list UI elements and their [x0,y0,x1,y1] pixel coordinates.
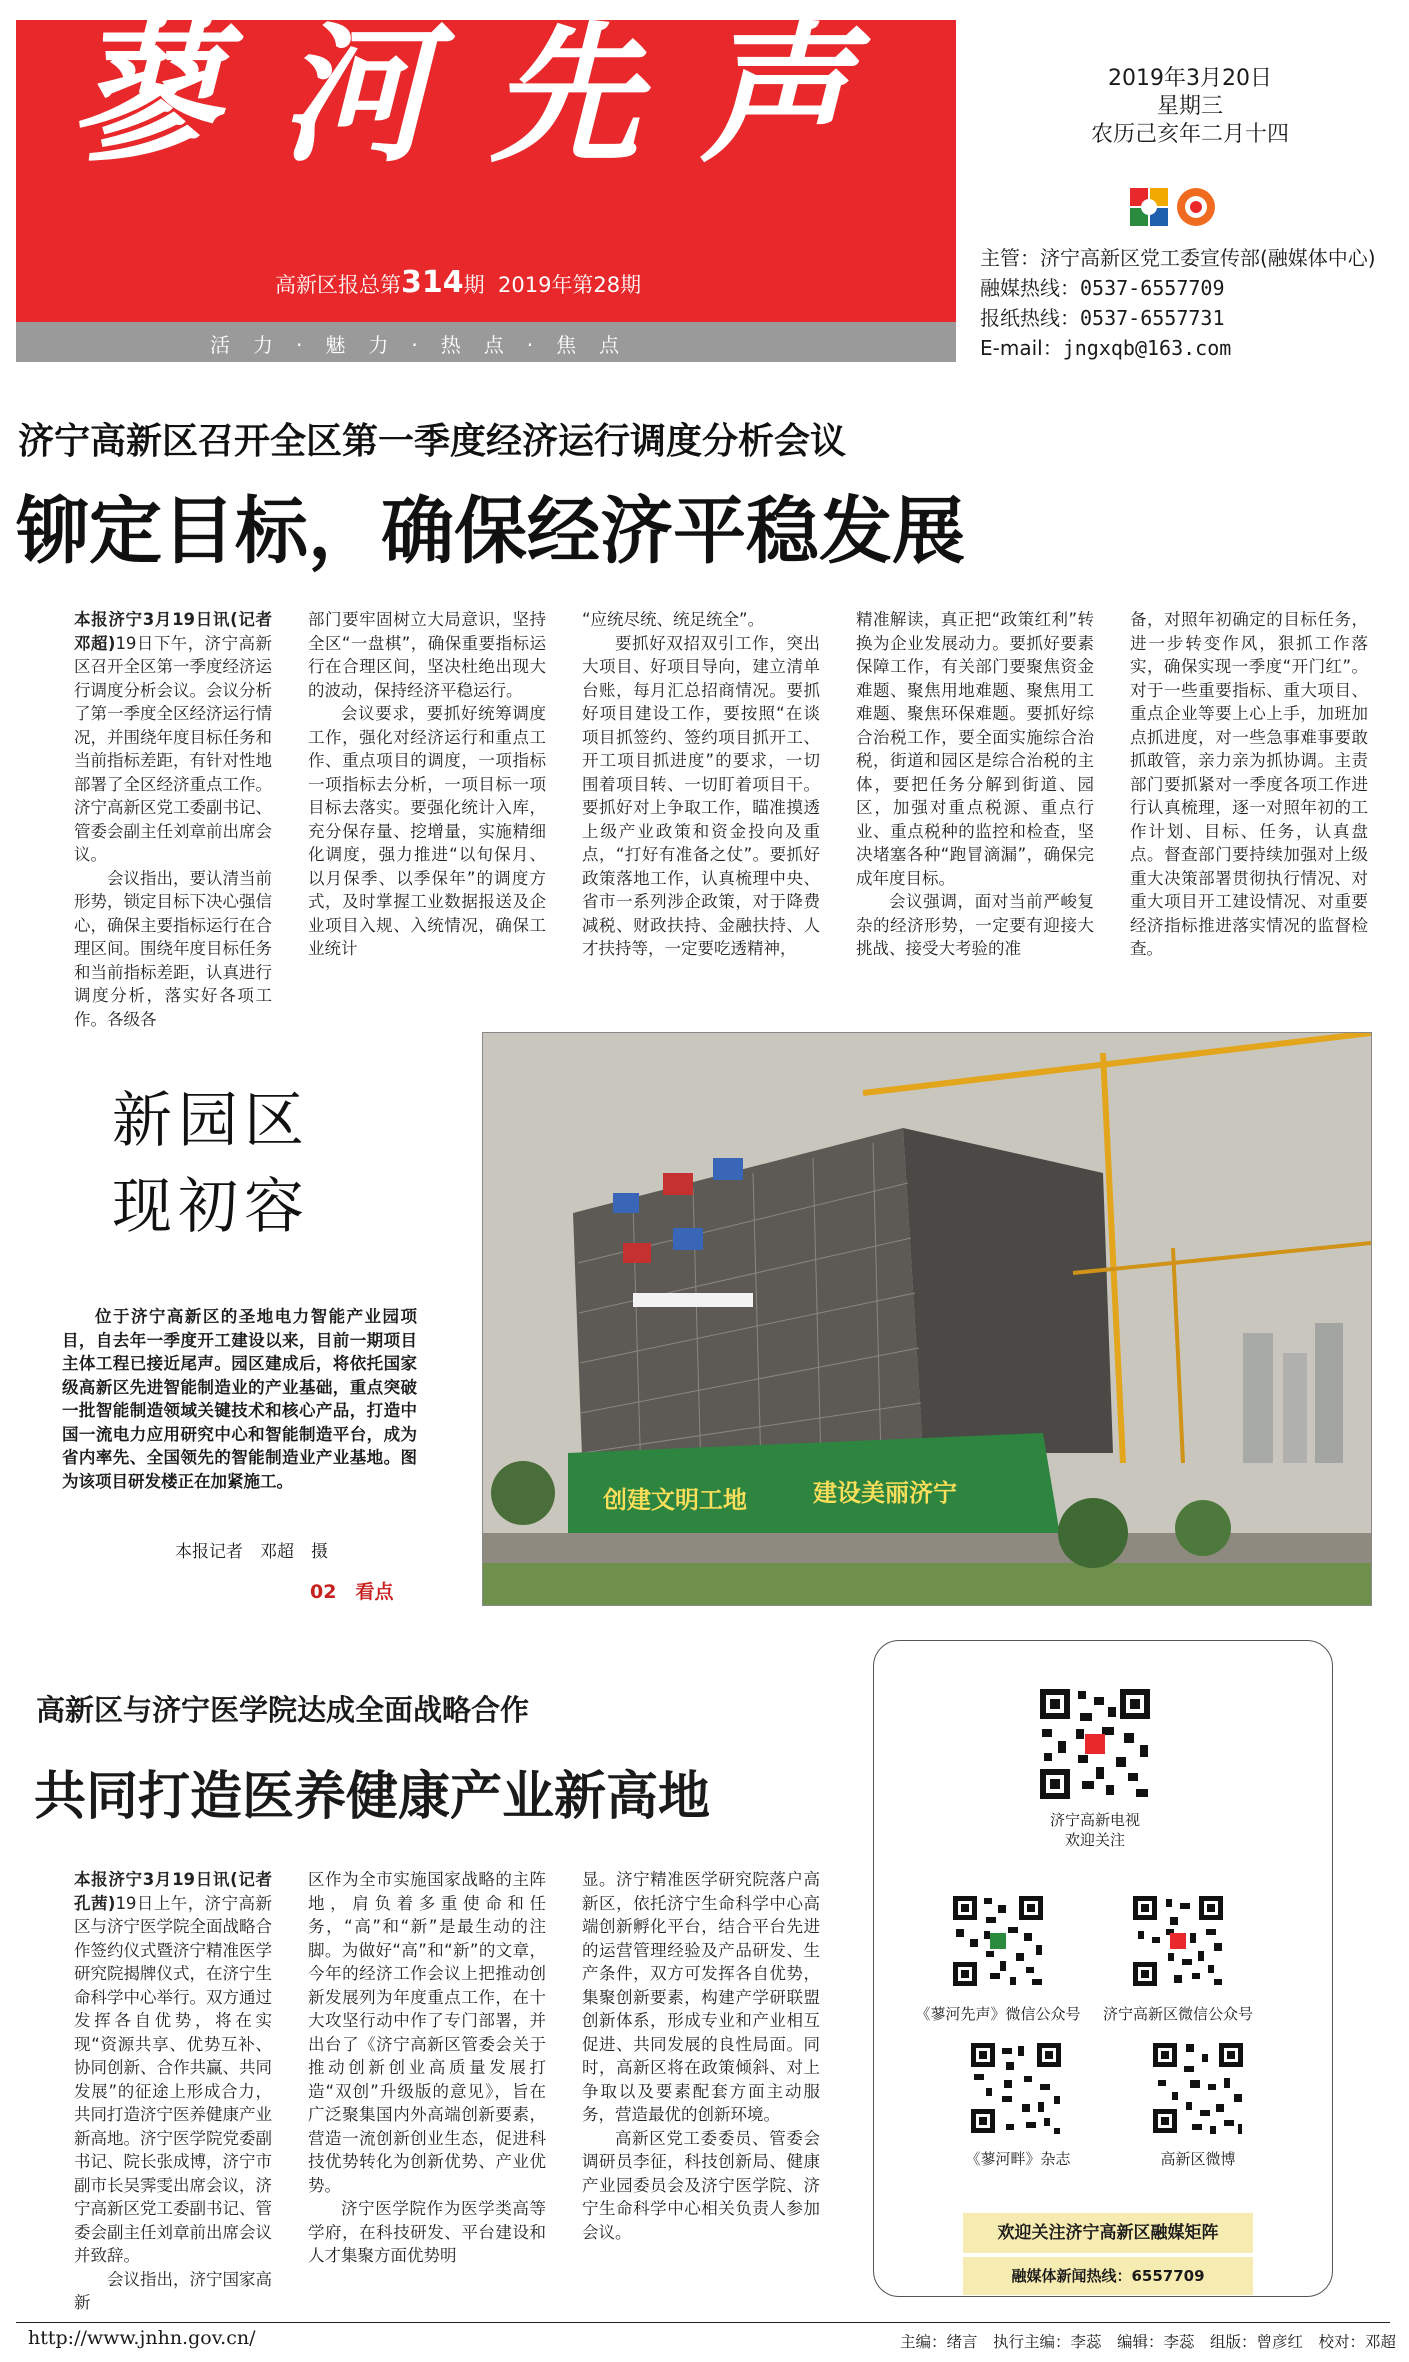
news-hotline-label: 报纸热线： [980,306,1080,330]
qr-wechat-liaohe-label: 《蓼河先声》微信公众号 [915,2005,1081,2023]
article1-title: 铆定目标，确保经济平稳发展 [16,489,965,574]
date-line: 2019年3月20日 [1108,66,1272,91]
photo-caption [62,1305,417,1493]
qr-code-weibo-icon[interactable] [1150,2040,1246,2136]
photo-caption-text: 位于济宁高新区的圣地电力智能产业园项目，自去年一季度开工建设以来，目前一期项目主体工程已接近尾声。园区建成后，将依托国家级高新区先进智能制造业的产业基础，重点突破一批智能制造领域关键技术和核心产品，打造中国一流电力应用研究中心和智能制造平台，成为省内率先、全国领先的智能制造业产业基地。图为该项目研发楼正在加紧施工。 [62,1307,417,1491]
qr-code-magazine-icon[interactable] [968,2040,1064,2136]
website-link[interactable]: http://www.jnhn.gov.cn/ [28,2327,256,2349]
qr-code-tv-icon[interactable] [1036,1685,1154,1803]
qr-tv-label-line: 济宁高新电视 [1049,1811,1140,1829]
article1-subtitle: 济宁高新区召开全区第一季度经济运行调度分析会议 [18,421,847,462]
qr-tv-label [1003,1810,1187,1850]
media-hotline-label: 融媒热线： [980,276,1080,300]
article1-paragraph: 备，对照年初确定的目标任务，进一步转变作风，狠抓工作落实，确保实现一季度“开门红”。对于一些重要指标、重大项目、重点企业等要上心上手，加班加点抓进度，对一些急事难事要敢抓敢管，亲力亲为抓协调。主责部门要抓紧对一季度各项工作进行认真梳理，逐一对照年初的工作计划、目标、任务，认真盘点。督查部门要持续加强对上级重大决策部署贯彻执行情况、对重大项目开工建设情况、对重要经济指标推进落实情况的监督检查。 [1130,610,1368,958]
email-label: E-mail： [980,336,1063,360]
article1-column-2 [308,608,546,961]
qr-weibo-label: 高新区微博 [1160,2150,1236,2168]
article1-paragraph: 会议要求，要抓好统筹调度工作，强化对经济运行和重点工作、重点项目的调度，一项指标一项指标去分析，一项目标一项目标去落实。要强化统计入库，充分保存量、挖增量，实施精细化调度，强力推进“以旬保月、以月保季、以季保年”的调度方式，及时掌握工业数据报送及企业项目入规、入统情况，确保工业统计 [308,704,546,958]
fence-banner-left: 创建文明工地 [603,1486,747,1514]
issue-year: 2019年第28期 [497,273,642,297]
photo-title-line: 现初容 [112,1172,310,1242]
article2-column-3 [582,1868,820,2244]
news-hotline: 0537-6557731 [1080,306,1225,330]
article1-column-4 [856,608,1094,961]
qr-wechat-district-label: 济宁高新区微信公众号 [1102,2005,1253,2023]
article2-paragraph: 高新区党工委委员、管委会调研员李征，科技创新局、健康产业园委员会及济宁医学院、济宁生命科学中心相关负责人参加会议。 [582,2128,820,2242]
photo-title-line: 新园区 [112,1086,310,1156]
article1-column-3 [582,608,820,961]
article1-paragraph: 要抓好双招双引工作，突出大项目、好项目导向，建立清单台账，每月汇总招商情况。要抓好项目建设工作，要按照“在谈项目抓签约、签约项目抓开工、开工项目抓进度”的要求，一切围着项目转、一切盯着项目干。要抓好对上争取工作，瞄准摸透上级产业政策和资金投向及重点，“打好有准备之仗”。要抓好政策落地工作，认真梳理中央、省市一系列涉企政策，对于降费减税、财政扶持、金融扶持、人才扶持等，一定要吃透精神， [582,633,820,958]
host-line: 主管：济宁高新区党工委宣传部(融媒体中心) [980,246,1376,270]
date-block [1040,65,1340,149]
article2-column-2 [308,1868,546,2268]
article1-paragraph [74,608,272,867]
flame-logo-icon [1177,188,1215,226]
see-page-link[interactable]: 02 看点 [310,1581,394,1603]
issue-line [275,265,641,300]
article1-byline: 本报济宁3月19日讯(记者 邓超) [74,610,272,653]
qr-code-wechat-liaohe-icon[interactable] [950,1893,1046,1989]
article2-paragraph: 区作为全市实施国家战略的主阵地，肩负着多重使命和任务，“高”和“新”是最生动的注脚。为做好“高”和“新”的文章，今年的经济工作会议上把推动创新发展列为年度重点工作，在十大攻坚行动中作了专门部署，并出台了《济宁高新区管委会关于推动创新创业高质量发展打造“双创”升级版的意见》，旨在广泛聚集国内外高端创新要素，营造一流创新创业生态，促进科技优势转化为创新优势、产业优势。 [308,1870,546,2195]
article2-paragraph: 会议指出，济宁国家高新 [74,2269,272,2312]
article2-paragraph: 显。济宁精准医学研究院落户高新区，依托济宁生命科学中心高端创新孵化平台，结合平台先进的运营管理经验及产品研发、生产条件，双方可发挥各自优势，集聚创新要素，构建产学研联盟创新体系，形成专业和产业相互促进、共同发展的良性局面。同时，高新区将在政策倾斜、对上争取以及要素配套方面主动服务，营造最优的创新环境。 [582,1870,820,2124]
media-matrix-banner: 欢迎关注济宁高新区融媒矩阵 [963,2213,1253,2253]
news-hotline-row [980,303,1376,333]
issue-total: 314 [401,265,464,300]
article2-subtitle: 高新区与济宁医学院达成全面战略合作 [36,1693,530,1727]
lunar-date-line: 农历己亥年二月十四 [1090,122,1289,147]
info-block [980,243,1376,363]
issue-suffix: 期 [463,273,485,297]
media-hotline-row [980,273,1376,303]
article1-column-5 [1130,608,1368,961]
article2-paragraph: 济宁医学院作为医学类高等学府，在科技研发、平台建设和人才集聚方面优势明 [308,2199,546,2265]
media-logo-icon [1130,188,1168,226]
article2-title: 共同打造医养健康产业新高地 [34,1767,711,1827]
qr-tv-label-line: 欢迎关注 [1064,1831,1125,1849]
email-row [980,333,1376,363]
article2-lead-text: 19日上午，济宁高新区与济宁医学院全面战略合作签约仪式暨济宁精准医学研究院揭牌仪式，在济宁生命科学中心举行。双方通过发挥各自优势，将在实现“资源共享、优势互补、协同创新、合作共赢、共同发展”的征途上形成合力，共同打造济宁医养健康产业新高地。济宁医学院党委副书记、院长张成博，济宁市副市长吴霁雯出席会议，济宁高新区党工委副书记、管委会副主任刘章前出席会议并致辞。 [74,1893,272,2265]
publisher-logos [1128,183,1218,233]
issue-prefix: 高新区报总第 [275,273,401,297]
article1-paragraph: 会议强调，面对当前严峻复杂的经济形势，一定要有迎接大挑战、接受大考验的准 [856,892,1094,958]
photo-credit: 本报记者 邓超 摄 [175,1542,328,1562]
article2-byline: 本报济宁3月19日讯(记者 孔茜) [74,1870,272,1913]
article1-paragraph: “应统尽统、统足统全”。 [582,610,765,629]
qr-code-wechat-district-icon[interactable] [1130,1893,1226,1989]
newspaper-title: 蓼河先声 [70,7,911,183]
article2-paragraph [74,1868,272,2268]
construction-scene-illustration [483,1033,1371,1605]
article1-column-1 [74,608,272,1031]
article2-column-1 [74,1868,272,2315]
article1-lead-text: 19日下午，济宁高新区召开全区第一季度经济运行调度分析会议。会议分析了第一季度全区经济运行情况，并围绕年度目标任务和当前指标差距，有针对性地部署了全区经济重点工作。济宁高新区党工委副书记、管委会副主任刘章前出席会议。 [74,633,272,864]
article1-paragraph: 部门要牢固树立大局意识，坚持全区“一盘棋”，确保重要指标运行在合理区间，坚决杜绝出现大的波动，保持经济平稳运行。 [308,610,546,700]
qr-magazine-label: 《蓼河畔》杂志 [965,2150,1071,2168]
article1-paragraph: 会议指出，要认清当前形势，锁定目标下决心强信心，确保主要指标运行在合理区间。围绕年度目标任务和当前指标差距，认真进行调度分析，落实好各项工作。各级各 [74,868,272,1029]
media-news-hotline: 融媒体新闻热线：6557709 [963,2257,1253,2295]
article1-paragraph: 精准解读，真正把“政策红利”转换为企业发展动力。要抓好要素保障工作，有关部门要聚焦资金难题、聚焦用地难题、聚焦用工难题、聚焦环保难题。要抓好综合治税工作，要全面实施综合治税，街道和园区是综合治税的主体，要把任务分解到街道、园区，加强对重点税源、重点行业、重点税种的监控和检查，坚决堵塞各种“跑冒滴漏”，确保完成年度目标。 [856,610,1094,888]
photo-feature-title [112,1078,310,1250]
slogan: 活力·魅力·热点·焦点 [210,333,643,357]
media-hotline: 0537-6557709 [1080,276,1225,300]
construction-photo [482,1032,1372,1606]
weekday-line: 星期三 [1156,94,1223,119]
footer-divider [16,2322,1390,2323]
fence-banner-right: 建设美丽济宁 [813,1479,957,1507]
editor-credits: 主编：绪言 执行主编：李蕊 编辑：李蕊 组版：曾彦红 校对：邓超 [900,2333,1397,2351]
email-link[interactable]: jngxqb@163.com [1062,336,1232,360]
